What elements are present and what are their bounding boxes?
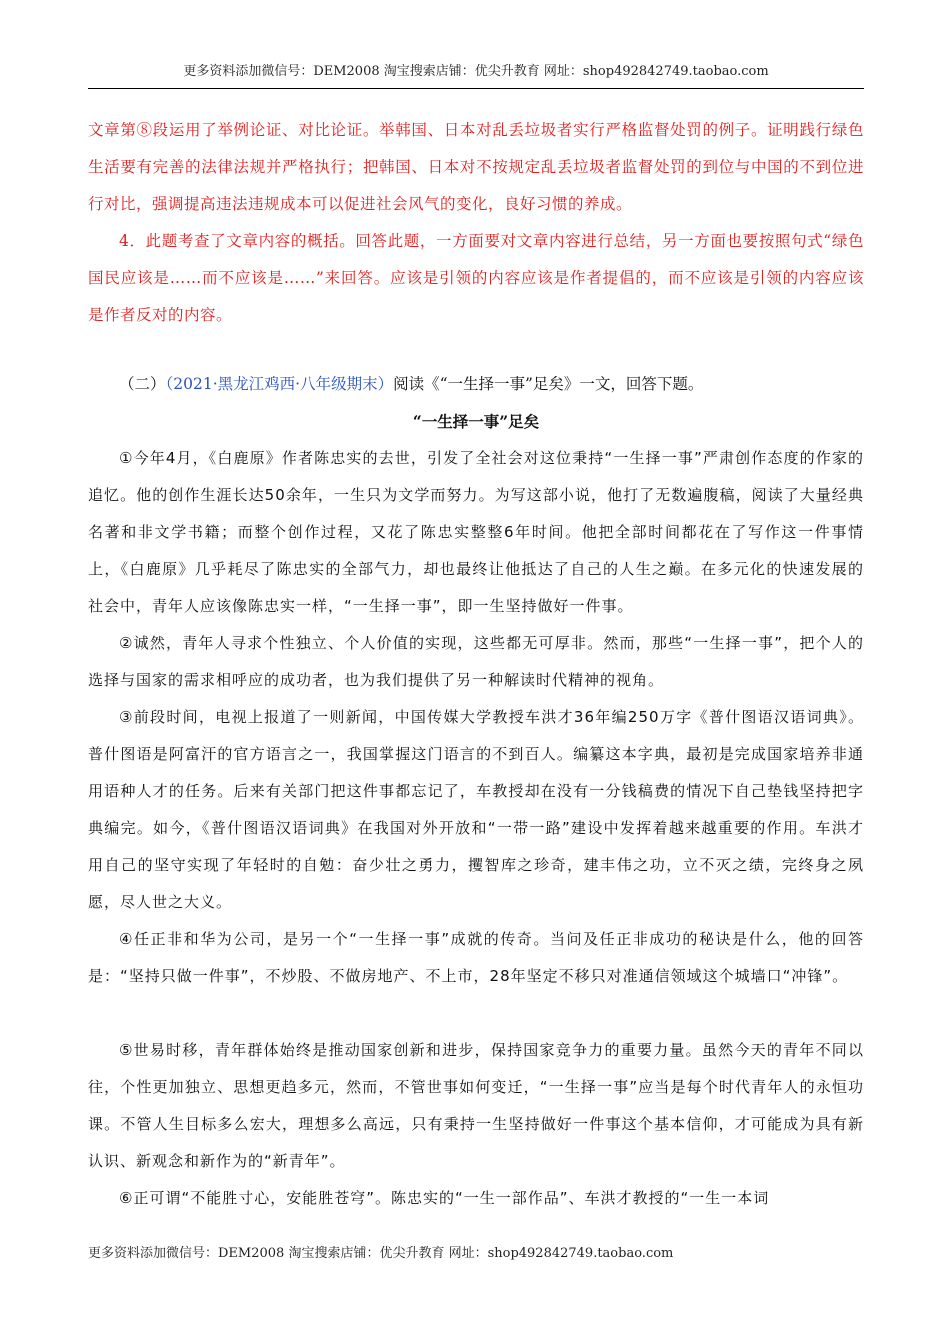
answer-paragraph-4: 4．此题考查了文章内容的概括。回答此题，一方面要对文章内容进行总结，另一方面也要按照句式“绿色国民应该是……而不应该是……”来回答。应该是引领的内容应该是作者提倡的，而不应该是引领的内容应该是作者反对的内容。 [88, 232, 864, 324]
article-title: “一生择一事”足矣 [412, 412, 540, 431]
section-source: （2021·黑龙江鸡西·八年级期末） [165, 375, 394, 393]
answer-paragraph-3: 文章第⑧段运用了举例论证、对比论证。举韩国、日本对乱丢垃圾者实行严格监督处罚的例子。证明践行绿色生活要有完善的法律法规并严格执行；把韩国、日本对不按规定乱丢垃圾者监督处罚的到位与中国的不到位进行对比，强调提高违法违规成本可以促进社会风气的变化，良好习惯的养成。 [88, 121, 864, 213]
header-divider [88, 88, 864, 89]
article-paragraph-1: ①今年4月，《白鹿原》作者陈忠实的去世，引发了全社会对这位秉持“一生择一事”严肃创作态度的作家的追忆。他的创作生涯长达50余年，一生只为文学而努力。为写这部小说，他打了无数遍腹稿，阅读了大量经典名著和非文学书籍；而整个创作过程，又花了陈忠实整整6年时间。他把全部时间都花在了写作这一件事情上，《白鹿原》几乎耗尽了陈忠实的全部气力，却也最终让他抵达了自己的人生之巅。在多元化的快速发展的社会中，青年人应该像陈忠实一样，“一生择一事”，即一生坚持做好一件事。 [88, 449, 864, 615]
article-paragraph-5: ⑤世易时移，青年群体始终是推动国家创新和进步，保持国家竞争力的重要力量。虽然今天的青年不同以往，个性更加独立、思想更趋多元，然而，不管世事如何变迁，“一生择一事”应当是每个时代青年人的永恒功课。不管人生目标多么宏大，理想多么高远，只有秉持一生坚持做好一件事这个基本信仰，才可能成为具有新认识、新观念和新作为的“新青年”。 [88, 1041, 864, 1170]
article-paragraph-2: ②诚然，青年人寻求个性独立、个人价值的实现，这些都无可厚非。然而，那些“一生择一事”，把个人的选择与国家的需求相呼应的成功者，也为我们提供了另一种解读时代精神的视角。 [88, 634, 864, 689]
article-paragraph-6: ⑥正可谓“不能胜寸心，安能胜苍穹”。陈忠实的“一生一部作品”、车洪才教授的“一生一本词 [119, 1189, 770, 1207]
article-paragraph-3: ③前段时间，电视上报道了一则新闻，中国传媒大学教授车洪才36年编250万字《普什图语汉语词典》。普什图语是阿富汗的官方语言之一，我国掌握这门语言的不到百人。编纂这本字典，最初是完成国家培养非通用语种人才的任务。后来有关部门把这件事都忘记了，车教授却在没有一分钱稿费的情况下自己垫钱坚持把字典编完。如今，《普什图语汉语词典》在我国对外开放和“一带一路”建设中发挥着越来越重要的作用。车洪才用自己的坚守实现了年轻时的自勉：奋少壮之勇力，攫智库之珍奇，建丰伟之功，立不灭之绩，完终身之夙愿，尽人世之大义。 [88, 708, 864, 911]
article-paragraph-4: ④任正非和华为公司，是另一个“一生择一事”成就的传奇。当问及任正非成功的秘诀是什么，他的回答是：“坚持只做一件事”，不炒股、不做房地产、不上市，28年坚定不移只对准通信领域这个城墙口“冲锋”。 [88, 930, 864, 985]
page-footer: 更多资料添加微信号：DEM2008 淘宝搜索店铺：优尖升教育 网址：shop492842749.taobao.com [88, 1246, 674, 1261]
section-instruction: 阅读《“一生择一事”足矣》一文，回答下题。 [393, 375, 704, 393]
section-heading [88, 366, 864, 403]
section-number: （二） [119, 375, 166, 393]
page-header: 更多资料添加微信号：DEM2008 淘宝搜索店铺：优尖升教育 网址：shop492842749.taobao.com [183, 64, 769, 79]
